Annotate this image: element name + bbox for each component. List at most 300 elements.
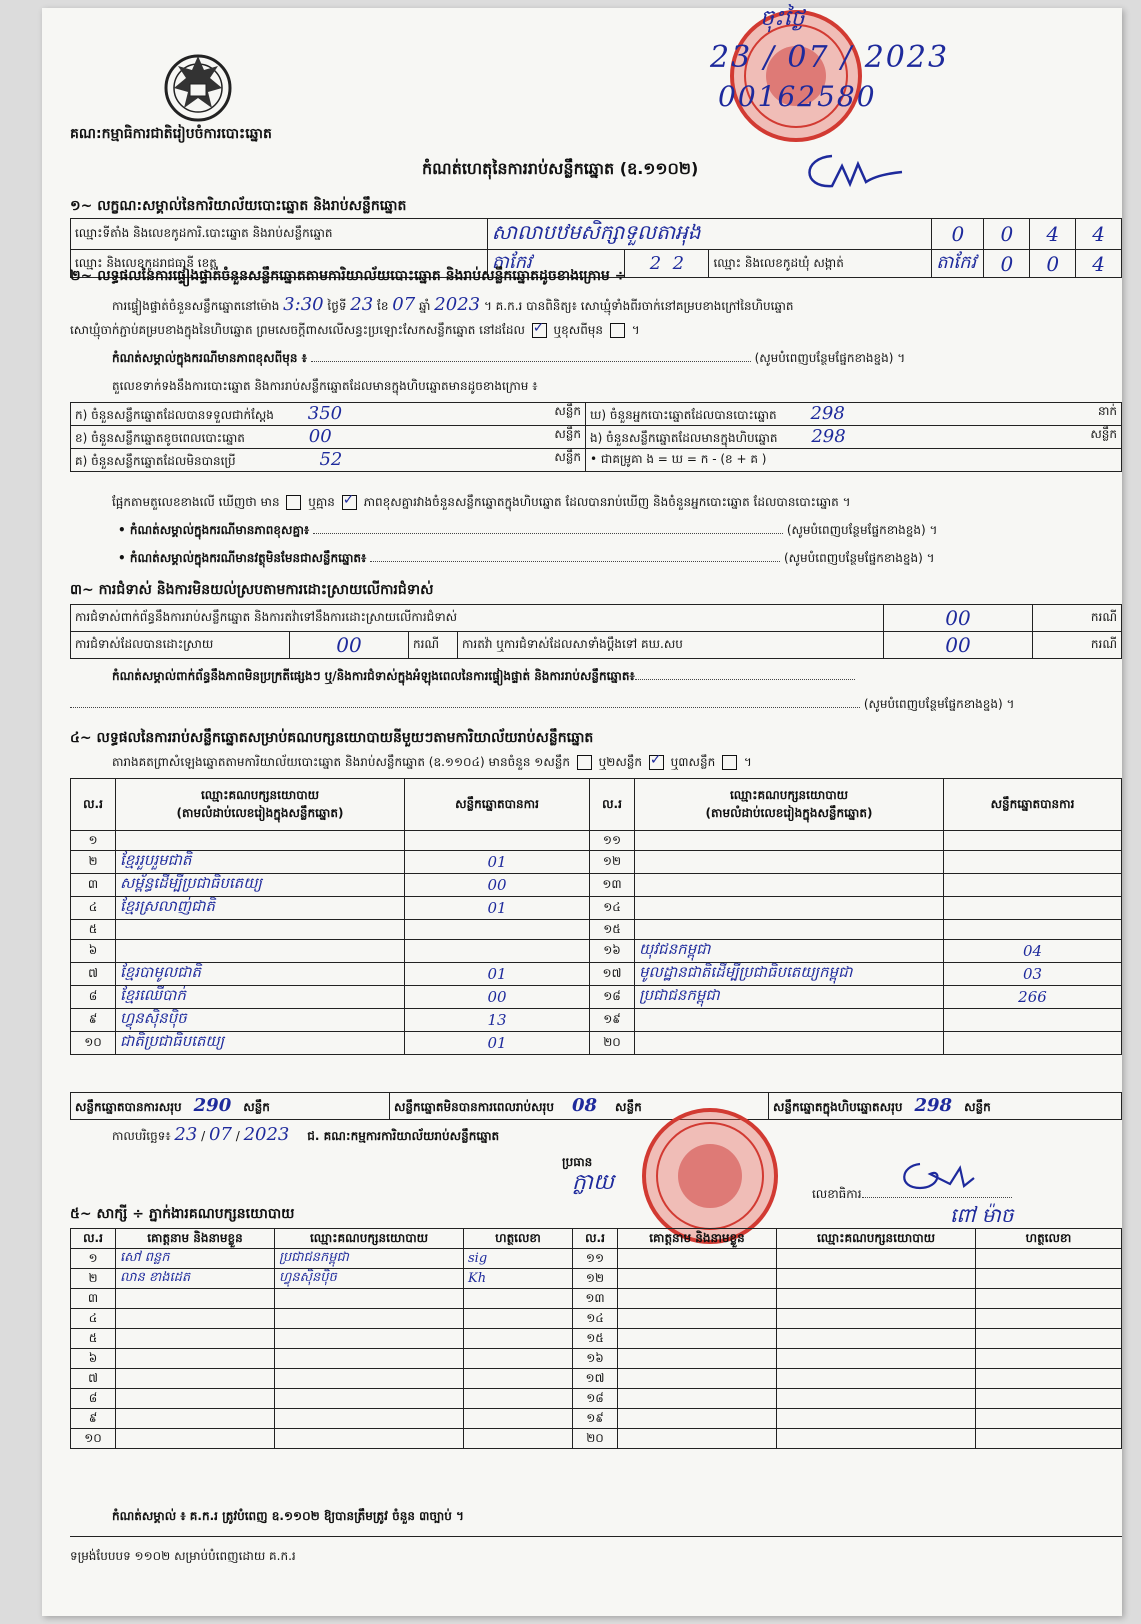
chair-signature: ក្លាយ (572, 1170, 614, 1195)
witness-name-left (116, 1369, 275, 1389)
witness-header-name-left: គោត្តនាម និងនាមខ្លួន (116, 1229, 275, 1249)
witness-no-right: ១៧ (573, 1369, 618, 1389)
discrepancy-yes-checkbox[interactable] (286, 495, 301, 510)
witness-signature-left (464, 1369, 573, 1389)
unused-value: 52 (319, 449, 343, 470)
results-party-right (635, 897, 944, 920)
table-row (71, 1009, 1122, 1032)
table-row (71, 851, 1122, 874)
results-no-left: ៣ (71, 874, 116, 897)
appeal-unit: ករណី (1033, 632, 1122, 659)
witness-no-left: ១ (71, 1249, 116, 1269)
witness-no-right: ១៥ (573, 1329, 618, 1349)
witness-party-left (275, 1429, 464, 1449)
complaints-table (70, 604, 1122, 659)
commune-code-2: 0 (1030, 250, 1076, 278)
witness-signature-left: sig (464, 1249, 573, 1269)
results-no-left: ១ (71, 831, 116, 851)
different-checkbox[interactable] (610, 323, 625, 338)
note1-line (112, 350, 1122, 368)
valid-total-value: 290 (193, 1095, 232, 1116)
witness-name-right (618, 1269, 777, 1289)
commune-code-3: 4 (1076, 250, 1122, 278)
section4-heading: ៤~ លទ្ធផលនៃការរាប់សន្លឹកឆ្នោតសម្រាប់គណបក្សនយោបាយនីមួយៗតាមការិយាល័យរាប់សន្លឹកឆ្នោត (70, 730, 594, 746)
results-header-no-right: ល.រ (590, 779, 635, 831)
witness-header-party-right: ឈ្មោះគណបក្សនយោបាយ (777, 1229, 976, 1249)
verification-text-c: ខែ (377, 299, 389, 313)
results-no-right: ១៨ (590, 986, 635, 1009)
results-no-left: ៩ (71, 1009, 116, 1032)
site-name: សាលាបឋមសិក្សាទួលតាអុង (487, 219, 931, 250)
tally-sheet-text2: ឬ២សន្លឹក (598, 755, 643, 769)
verification-month: 07 (392, 294, 416, 315)
inbox-label: ង) ចំនួនសន្លឹកឆ្នោតដែលមានក្នុងហិបឆ្នោត (590, 431, 778, 445)
results-votes-right (944, 1032, 1122, 1055)
witness-no-right: ១៦ (573, 1349, 618, 1369)
voters-unit: នាក់ (1097, 404, 1117, 418)
complaints-unit: ករណី (1033, 605, 1122, 632)
witness-signature-right (976, 1289, 1122, 1309)
spoiled-unit: សន្លឹក (554, 427, 581, 441)
results-votes-right: 03 (944, 963, 1122, 986)
results-votes-right (944, 920, 1122, 940)
witness-signature-right (976, 1369, 1122, 1389)
witness-no-left: ២ (71, 1269, 116, 1289)
province-label: ឈ្មោះ និងលេខកូដរាជធានី ខេត្ត (71, 250, 488, 278)
witness-header-no-right: ល.រ (573, 1229, 618, 1249)
witness-signature-left (464, 1329, 573, 1349)
verification-year: 2023 (434, 294, 481, 315)
verification-sentence (112, 294, 1122, 316)
witness-party-right (777, 1369, 976, 1389)
witness-name-right (618, 1309, 777, 1329)
results-no-left: ៧ (71, 963, 116, 986)
results-party-left (116, 940, 405, 963)
witness-party-right (777, 1309, 976, 1329)
witness-party-right (777, 1289, 976, 1309)
table-row (71, 920, 1122, 940)
site-code-2: 0 (984, 219, 1030, 250)
voters-label: ឃ) ចំនួនអ្នកបោះឆ្នោតដែលបានបោះឆ្នោត (590, 408, 777, 422)
chair-label: ប្រធាន (562, 1155, 593, 1169)
figures-table (70, 402, 1122, 472)
box-total-label: សន្លឹកឆ្នោតក្នុងហិបឆ្នោតសរុប (773, 1100, 903, 1114)
witness-signature-left (464, 1289, 573, 1309)
witness-name-right (618, 1349, 777, 1369)
site-code-4: 4 (1076, 219, 1122, 250)
discrepancy-text-c: ភាពខុសគ្នារវាងចំនួនសន្លឹកឆ្នោតក្នុងហិបឆ្នោត ដែលបានរាប់ឃើញ និងចំនួនអ្នកបោះឆ្នោត ដែលបានបោះឆ្នោត ។ (363, 495, 851, 509)
note3-hint: (សូមបំពេញបន្ថែមផ្នែកខាងខ្នង) ។ (783, 551, 935, 565)
inbox-value: 298 (811, 426, 846, 447)
site-code-3: 4 (1030, 219, 1076, 250)
same-checkbox[interactable] (532, 323, 547, 338)
witness-signature-right (976, 1249, 1122, 1269)
witness-header-sig-left: ហត្ថលេខា (464, 1229, 573, 1249)
tally-sheet-line: តារាងគតព្រាសំឡេងឆ្នោតតាមការិយាល័យបោះឆ្នោត និងរាប់សន្លឹកឆ្នោត (ឧ.១១០៤) មានចំនួន ១សន្លឹក ឬ២សន្លឹក ✓ ឬ៣សន្លឹក ។ (112, 754, 752, 772)
discrepancy-text-a: ផ្អែកតាមតួលេខខាងលើ ឃើញថា មាន (112, 495, 280, 509)
witness-party-left: ប្រជាជនកម្ពុជា (275, 1249, 464, 1269)
results-votes-left: 13 (405, 1009, 590, 1032)
table-row (71, 1409, 1122, 1429)
witness-signature-left (464, 1429, 573, 1449)
results-header-no-left: ល.រ (71, 779, 116, 831)
invalid-total-unit: សន្លឹក (615, 1100, 642, 1114)
results-no-right: ១២ (590, 851, 635, 874)
witness-name-left (116, 1429, 275, 1449)
results-no-right: ១៤ (590, 897, 635, 920)
stamp-handwriting-top: ចុះថ្ងៃ (760, 6, 805, 31)
complaints-label: ការជំទាស់ពាក់ព័ន្ធនឹងការរាប់សន្លឹកឆ្នោត និងការតវ៉ាទៅនឹងការដោះស្រាយលើការជំទាស់ (71, 605, 884, 632)
witness-name-left (116, 1289, 275, 1309)
table-row (71, 1329, 1122, 1349)
witness-party-right (777, 1349, 976, 1369)
invalid-total-value: 08 (571, 1095, 598, 1116)
results-party-right: យុវជនកម្ពុជា (635, 940, 944, 963)
seal-sentence: សោឃ្មុំចាក់ភ្ជាប់គម្របខាងក្នុងនៃហិបឆ្នោត ព្រមសេចក្តីពាសលើសន្ធះប្រឡោះសែកសន្លឹកឆ្នោត នៅដដែល ✓ ឬខុសពីមុន ។ (70, 322, 640, 340)
unused-unit: សន្លឹក (554, 450, 581, 464)
results-no-left: ៥ (71, 920, 116, 940)
witness-party-left (275, 1369, 464, 1389)
spoiled-label: ខ) ចំនួនសន្លឹកឆ្នោតខូចពេលបោះឆ្នោត (75, 431, 245, 445)
note1-label: កំណត់សម្គាល់ក្នុងករណីមានភាពខុសពីមុន ៖ (112, 351, 307, 365)
resolved-value: 00 (290, 632, 409, 659)
table-row (71, 1249, 1122, 1269)
witness-no-left: ១០ (71, 1429, 116, 1449)
results-votes-left: 01 (405, 897, 590, 920)
results-votes-left: 00 (405, 874, 590, 897)
verification-day: 23 (350, 294, 374, 315)
date-day: 23 (174, 1124, 198, 1145)
section2-heading: ២~ លទ្ធផលនៃការផ្ទៀងផ្ទាត់ចំនួនសន្លឹកឆ្នោតតាមការិយាល័យបោះឆ្នោត និងរាប់សន្លឹកឆ្នោតដូចខាងក្រោម ÷ (70, 268, 627, 284)
results-party-right (635, 851, 944, 874)
valid-total-unit: សន្លឹក (243, 1100, 270, 1114)
footer-divider (70, 1536, 1122, 1537)
witness-name-right (618, 1369, 777, 1389)
witness-name-right (618, 1409, 777, 1429)
results-no-right: ១១ (590, 831, 635, 851)
discrepancy-line (112, 494, 851, 512)
form-note: ទម្រង់បែបបទ ១១០២ សម្រាប់បំពេញដោយ គ.ក.រ (70, 1549, 296, 1563)
verification-text-d: ឆ្នាំ (419, 299, 431, 313)
witness-name-left: សៅ ពន្លក (116, 1249, 275, 1269)
results-votes-left (405, 831, 590, 851)
witness-signature-left (464, 1309, 573, 1329)
table-row (71, 831, 1122, 851)
witness-name-left (116, 1309, 275, 1329)
results-no-left: ៦ (71, 940, 116, 963)
results-no-right: ១៩ (590, 1009, 635, 1032)
received-unit: សន្លឹក (554, 404, 581, 418)
results-no-right: ១៣ (590, 874, 635, 897)
witness-no-left: ៨ (71, 1389, 116, 1409)
section3-note-line2 (70, 696, 1014, 714)
witness-name-right (618, 1289, 777, 1309)
inbox-unit: សន្លឹក (1090, 427, 1117, 441)
witness-party-right (777, 1389, 976, 1409)
results-votes-left: 00 (405, 986, 590, 1009)
appeal-value: 00 (884, 632, 1033, 659)
section1-heading: ១~ លក្ខណ:សម្គាល់នៃការិយាល័យបោះឆ្នោត និងរាប់សន្លឹកឆ្នោត (70, 198, 407, 214)
document-page (42, 8, 1122, 1616)
witness-name-right (618, 1429, 777, 1449)
results-party-right (635, 874, 944, 897)
witness-signature-right (976, 1309, 1122, 1329)
results-party-left (116, 920, 405, 940)
witness-name-left: លាន ខាងដេត (116, 1269, 275, 1289)
results-party-right (635, 920, 944, 940)
spoiled-value: 00 (308, 426, 332, 447)
witness-name-right (618, 1249, 777, 1269)
results-header-party-left: ឈ្មោះគណបក្សនយោបាយ (200, 787, 320, 802)
witness-party-left (275, 1329, 464, 1349)
site-code-1: 0 (932, 219, 984, 250)
table-row (71, 897, 1122, 920)
note3-line (118, 550, 935, 568)
witness-no-left: ៣ (71, 1289, 116, 1309)
commune-label: ឈ្មោះ និងលេខកូដឃុំ សង្កាត់ (709, 250, 932, 278)
witness-no-left: ៩ (71, 1409, 116, 1429)
table-row (71, 1369, 1122, 1389)
witness-no-left: ៧ (71, 1369, 116, 1389)
results-votes-left: 01 (405, 1032, 590, 1055)
table-row (71, 1269, 1122, 1289)
one-sheet-checkbox[interactable] (577, 755, 592, 770)
secretary-signature-icon (890, 1158, 980, 1198)
results-votes-right (944, 1009, 1122, 1032)
results-party-left: ខ្មែរស្រលាញ់ជាតិ (116, 897, 405, 920)
results-no-left: ៨ (71, 986, 116, 1009)
witness-no-right: ១១ (573, 1249, 618, 1269)
resolved-unit: ករណី (409, 632, 458, 659)
witness-party-left: ហ្វុនស៊ិនប៉ិច (275, 1269, 464, 1289)
box-total-unit: សន្លឹក (964, 1100, 991, 1114)
results-party-right (635, 1032, 944, 1055)
verification-text-a: ការផ្ទៀងផ្ទាត់ចំនួនសន្លឹកឆ្នោតនៅម៉ោង (112, 299, 280, 313)
section5-heading: ៥~ សាក្សី ÷ ភ្នាក់ងារគណបក្សនយោបាយ (70, 1206, 295, 1222)
page-title: កំណត់ហេតុនៃការរាប់សន្លឹកឆ្នោត (ឧ.១១០២) (422, 159, 699, 178)
note1-hint: (សូមបំពេញបន្ថែមផ្នែកខាងខ្នង) ។ (754, 351, 906, 365)
table-row (71, 1032, 1122, 1055)
witness-party-right (777, 1409, 976, 1429)
witness-no-left: ៥ (71, 1329, 116, 1349)
totals-table (70, 1092, 1122, 1120)
tally-sheet-text: តារាងគតព្រាសំឡេងឆ្នោតតាមការិយាល័យបោះឆ្នោត និងរាប់សន្លឹកឆ្នោត (ឧ.១១០៤) មានចំនួន ១សន្លឹក (112, 755, 570, 769)
witness-party-left (275, 1349, 464, 1369)
three-sheet-checkbox[interactable] (722, 755, 737, 770)
witness-party-left (275, 1289, 464, 1309)
section3-note (112, 668, 855, 686)
date-label: កាលបរិច្ឆេទ៖ (112, 1129, 171, 1143)
results-party-left: ហ្វុនស៊ិនប៉ិច (116, 1009, 405, 1032)
table-row (71, 1389, 1122, 1409)
witness-party-right (777, 1249, 976, 1269)
results-no-right: ១៦ (590, 940, 635, 963)
appeal-label: ការតវ៉ា ឬការជំទាស់ដែលសាទាំងប្តឹងទៅ គឃ.សប (458, 632, 884, 659)
province-code-2: 2 (672, 253, 685, 274)
seal-text-b: ឬខុសពីមុន (553, 323, 604, 337)
results-header-party-right: ឈ្មោះគណបក្សនយោបាយ (729, 787, 849, 802)
section3-heading: ៣~ ការជំទាស់ និងការមិនយល់ស្របតាមការដោះស្រាយលើការជំទាស់ (70, 582, 434, 598)
results-votes-right (944, 897, 1122, 920)
witness-signature-left (464, 1409, 573, 1429)
results-table (70, 778, 1122, 1055)
note2-line (118, 522, 937, 540)
results-votes-right: 04 (944, 940, 1122, 963)
results-no-left: ៤ (71, 897, 116, 920)
stamp-date: 23 / 07 / 2023 (710, 40, 950, 75)
witness-signature-left: Kh (464, 1269, 573, 1289)
date-year: 2023 (243, 1124, 290, 1145)
table-row (71, 1289, 1122, 1309)
table-row (71, 940, 1122, 963)
witness-no-left: ៦ (71, 1349, 116, 1369)
results-no-left: ២ (71, 851, 116, 874)
witness-signature-right (976, 1349, 1122, 1369)
received-label: ក) ចំនួនសន្លឹកឆ្នោតដែលបានទទួលជាក់ស្តែង (75, 408, 274, 422)
results-votes-left: 01 (405, 963, 590, 986)
witness-name-left (116, 1329, 275, 1349)
table-row (71, 1349, 1122, 1369)
results-votes-left: 01 (405, 851, 590, 874)
results-party-left: ខ្មែរបាមូលជាតិ (116, 963, 405, 986)
results-header-party-left-sub: (តាមលំដាប់លេខរៀងក្នុងសន្លឹកឆ្នោត) (176, 805, 344, 820)
results-party-right: មូលដ្ឋានជាតិដើម្បីប្រជាធិបតេយ្យកម្ពុជា (635, 963, 944, 986)
witness-no-right: ២០ (573, 1429, 618, 1449)
results-party-right: ប្រជាជនកម្ពុជា (635, 986, 944, 1009)
results-no-right: ២០ (590, 1032, 635, 1055)
committee-label: ជ. គណ:កម្មការការិយាល័យរាប់សន្លឹកឆ្នោត (307, 1129, 500, 1143)
results-votes-right: 266 (944, 986, 1122, 1009)
witness-table (70, 1228, 1122, 1449)
results-votes-left (405, 920, 590, 940)
province-code-1: 2 (649, 253, 662, 274)
title-handwritten-mark-icon (802, 148, 932, 196)
official-seal-bottom (642, 1108, 778, 1244)
results-no-right: ១៥ (590, 920, 635, 940)
witness-signature-left (464, 1349, 573, 1369)
nec-logo-icon (160, 48, 236, 126)
section3-note-label: កំណត់សម្គាល់ពាក់ព័ន្ធនឹងភាពមិនប្រក្រតីផ្សេងៗ ឬ/និងការជំទាស់ក្នុងអំឡុងពេលនៃការផ្ទៀងផ្ទាត់ និងការរាប់សន្លឹកឆ្នោត៖ (112, 669, 635, 683)
resolved-label: ការជំទាស់ដែលបានដោះស្រាយ (71, 632, 290, 659)
commune-name: តាកែវ (932, 250, 984, 278)
province-name: តាកែវ (487, 250, 625, 278)
results-header-party-right-sub: (តាមលំដាប់លេខរៀងក្នុងសន្លឹកឆ្នោត) (705, 805, 873, 820)
table-row (71, 986, 1122, 1009)
results-votes-right (944, 851, 1122, 874)
results-votes-left (405, 940, 590, 963)
witness-no-right: ១៩ (573, 1409, 618, 1429)
note2-hint: (សូមបំពេញបន្ថែមផ្នែកខាងខ្នង) ។ (786, 523, 938, 537)
witness-header-name-right: គោត្តនាម និងនាមខ្លួន (618, 1229, 777, 1249)
verification-text-b: ថ្ងៃទី (327, 299, 347, 313)
witness-signature-right (976, 1409, 1122, 1429)
results-no-left: ១០ (71, 1032, 116, 1055)
witness-name-left (116, 1389, 275, 1409)
unused-label: គ) ចំនួនសន្លឹកឆ្នោតដែលមិនបានប្រើ (75, 454, 236, 468)
table-row (71, 1309, 1122, 1329)
results-header-votes-left: សន្លឹកឆ្នោតបានការ (405, 779, 590, 831)
witness-party-left (275, 1409, 464, 1429)
footnote: កំណត់សម្គាល់ ៖ គ.ក.រ ត្រូវបំពេញ ឧ.១១០២ ឱ្យបានត្រឹមត្រូវ ចំនួន ៣ច្បាប់ ។ (112, 1509, 464, 1523)
note3-label: • កំណត់សម្គាល់ក្នុងករណីមានវត្ថុមិនមែនជាសន្លឹកឆ្នោត៖ (118, 551, 367, 565)
invalid-total-label: សន្លឹកឆ្នោតមិនបានការពេលរាប់សរុប (394, 1100, 554, 1114)
results-votes-right (944, 831, 1122, 851)
table-row (71, 1429, 1122, 1449)
results-no-right: ១៧ (590, 963, 635, 986)
table-row (71, 874, 1122, 897)
table-row (71, 963, 1122, 986)
results-party-left: ខ្មែររួបរួមជាតិ (116, 851, 405, 874)
commune-code-1: 0 (984, 250, 1030, 278)
date-line: កាលបរិច្ឆេទ៖ 23 / 07 / 2023 ជ. គណ:កម្មការការិយាល័យរាប់សន្លឹកឆ្នោត (112, 1124, 500, 1145)
voters-value: 298 (810, 403, 845, 424)
discrepancy-text-b: ឬគ្មាន (308, 495, 335, 509)
formula: • ជាគម្រូគា ង = ឃ = ក - (ខ + គ ) (586, 449, 1122, 472)
complaints-value: 00 (884, 605, 1033, 632)
results-party-left (116, 831, 405, 851)
valid-total-label: សន្លឹកឆ្នោតបានការសរុប (75, 1100, 182, 1114)
witness-signature-right (976, 1329, 1122, 1349)
results-party-left: ជាតិប្រជាធិបតេយ្យ (116, 1032, 405, 1055)
witness-name-left (116, 1349, 275, 1369)
results-party-left: សម្ព័ន្ធដើម្បីប្រជាធិបតេយ្យ (116, 874, 405, 897)
results-party-right (635, 1009, 944, 1032)
witness-name-left (116, 1409, 275, 1429)
witness-no-left: ៤ (71, 1309, 116, 1329)
witness-signature-left (464, 1389, 573, 1409)
results-party-right (635, 831, 944, 851)
stamp-code: 00162580 (718, 80, 877, 113)
org-name: គណ:កម្មាធិការជាតិរៀបចំការបោះឆ្នោត (70, 126, 272, 142)
witness-no-right: ១២ (573, 1269, 618, 1289)
witness-party-left (275, 1309, 464, 1329)
discrepancy-no-checkbox[interactable] (342, 495, 357, 510)
witness-header-sig-right: ហត្ថលេខា (976, 1229, 1122, 1249)
verification-text-e: ។ គ.ក.រ បានពិនិត្យ៖ សោឃ្មុំទាំងពីរចាក់នៅគម្របខាងក្រៅនៃហិបឆ្នោត (483, 299, 794, 313)
witness-signature-right (976, 1269, 1122, 1289)
verification-time: 3:30 (283, 294, 324, 315)
note2-label: • កំណត់សម្គាល់ក្នុងករណីមានភាពខុសគ្នា៖ (118, 523, 310, 537)
results-votes-right (944, 874, 1122, 897)
witness-header-party-left: ឈ្មោះគណបក្សនយោបាយ (275, 1229, 464, 1249)
witness-party-right (777, 1269, 976, 1289)
date-month: 07 (209, 1124, 232, 1145)
witness-no-right: ១៣ (573, 1289, 618, 1309)
secretary-name: ពៅ ម៉ាច (950, 1203, 1014, 1227)
results-header-votes-right: សន្លឹកឆ្នោតបានការ (944, 779, 1122, 831)
section3-note-hint: (សូមបំពេញបន្ថែមផ្នែកខាងខ្នង) ។ (863, 697, 1015, 711)
secretary-label: លេខាធិការ (812, 1187, 862, 1201)
witness-header-no-left: ល.រ (71, 1229, 116, 1249)
received-value: 350 (307, 403, 343, 424)
seal-text: សោឃ្មុំចាក់ភ្ជាប់គម្របខាងក្នុងនៃហិបឆ្នោត ព្រមសេចក្តីពាសលើសន្ធះប្រឡោះសែកសន្លឹកឆ្នោត នៅដដែល (70, 323, 525, 337)
witness-name-right (618, 1329, 777, 1349)
tally-sheet-text3: ឬ៣សន្លឹក (670, 755, 716, 769)
witness-name-right (618, 1389, 777, 1409)
witness-party-right (777, 1429, 976, 1449)
site-label: ឈ្មោះទីតាំង និងលេខកូដការិ.បោះឆ្នោត និងរាប់សន្លឹកឆ្នោត (71, 219, 488, 250)
box-total-value: 298 (914, 1095, 953, 1116)
witness-no-right: ១៨ (573, 1389, 618, 1409)
results-party-left: ខ្មែរឈើបាក់ (116, 986, 405, 1009)
two-sheet-checkbox[interactable] (649, 755, 664, 770)
witness-signature-right (976, 1429, 1122, 1449)
witness-signature-right (976, 1389, 1122, 1409)
witness-party-left (275, 1389, 464, 1409)
witness-party-right (777, 1329, 976, 1349)
figures-intro: តួលេខទាក់ទងនឹងការបោះឆ្នោត និងការរាប់សន្លឹកឆ្នោតដែលមានក្នុងហិបឆ្នោតមានដូចខាងក្រោម ៖ (112, 379, 538, 393)
witness-no-right: ១៤ (573, 1309, 618, 1329)
